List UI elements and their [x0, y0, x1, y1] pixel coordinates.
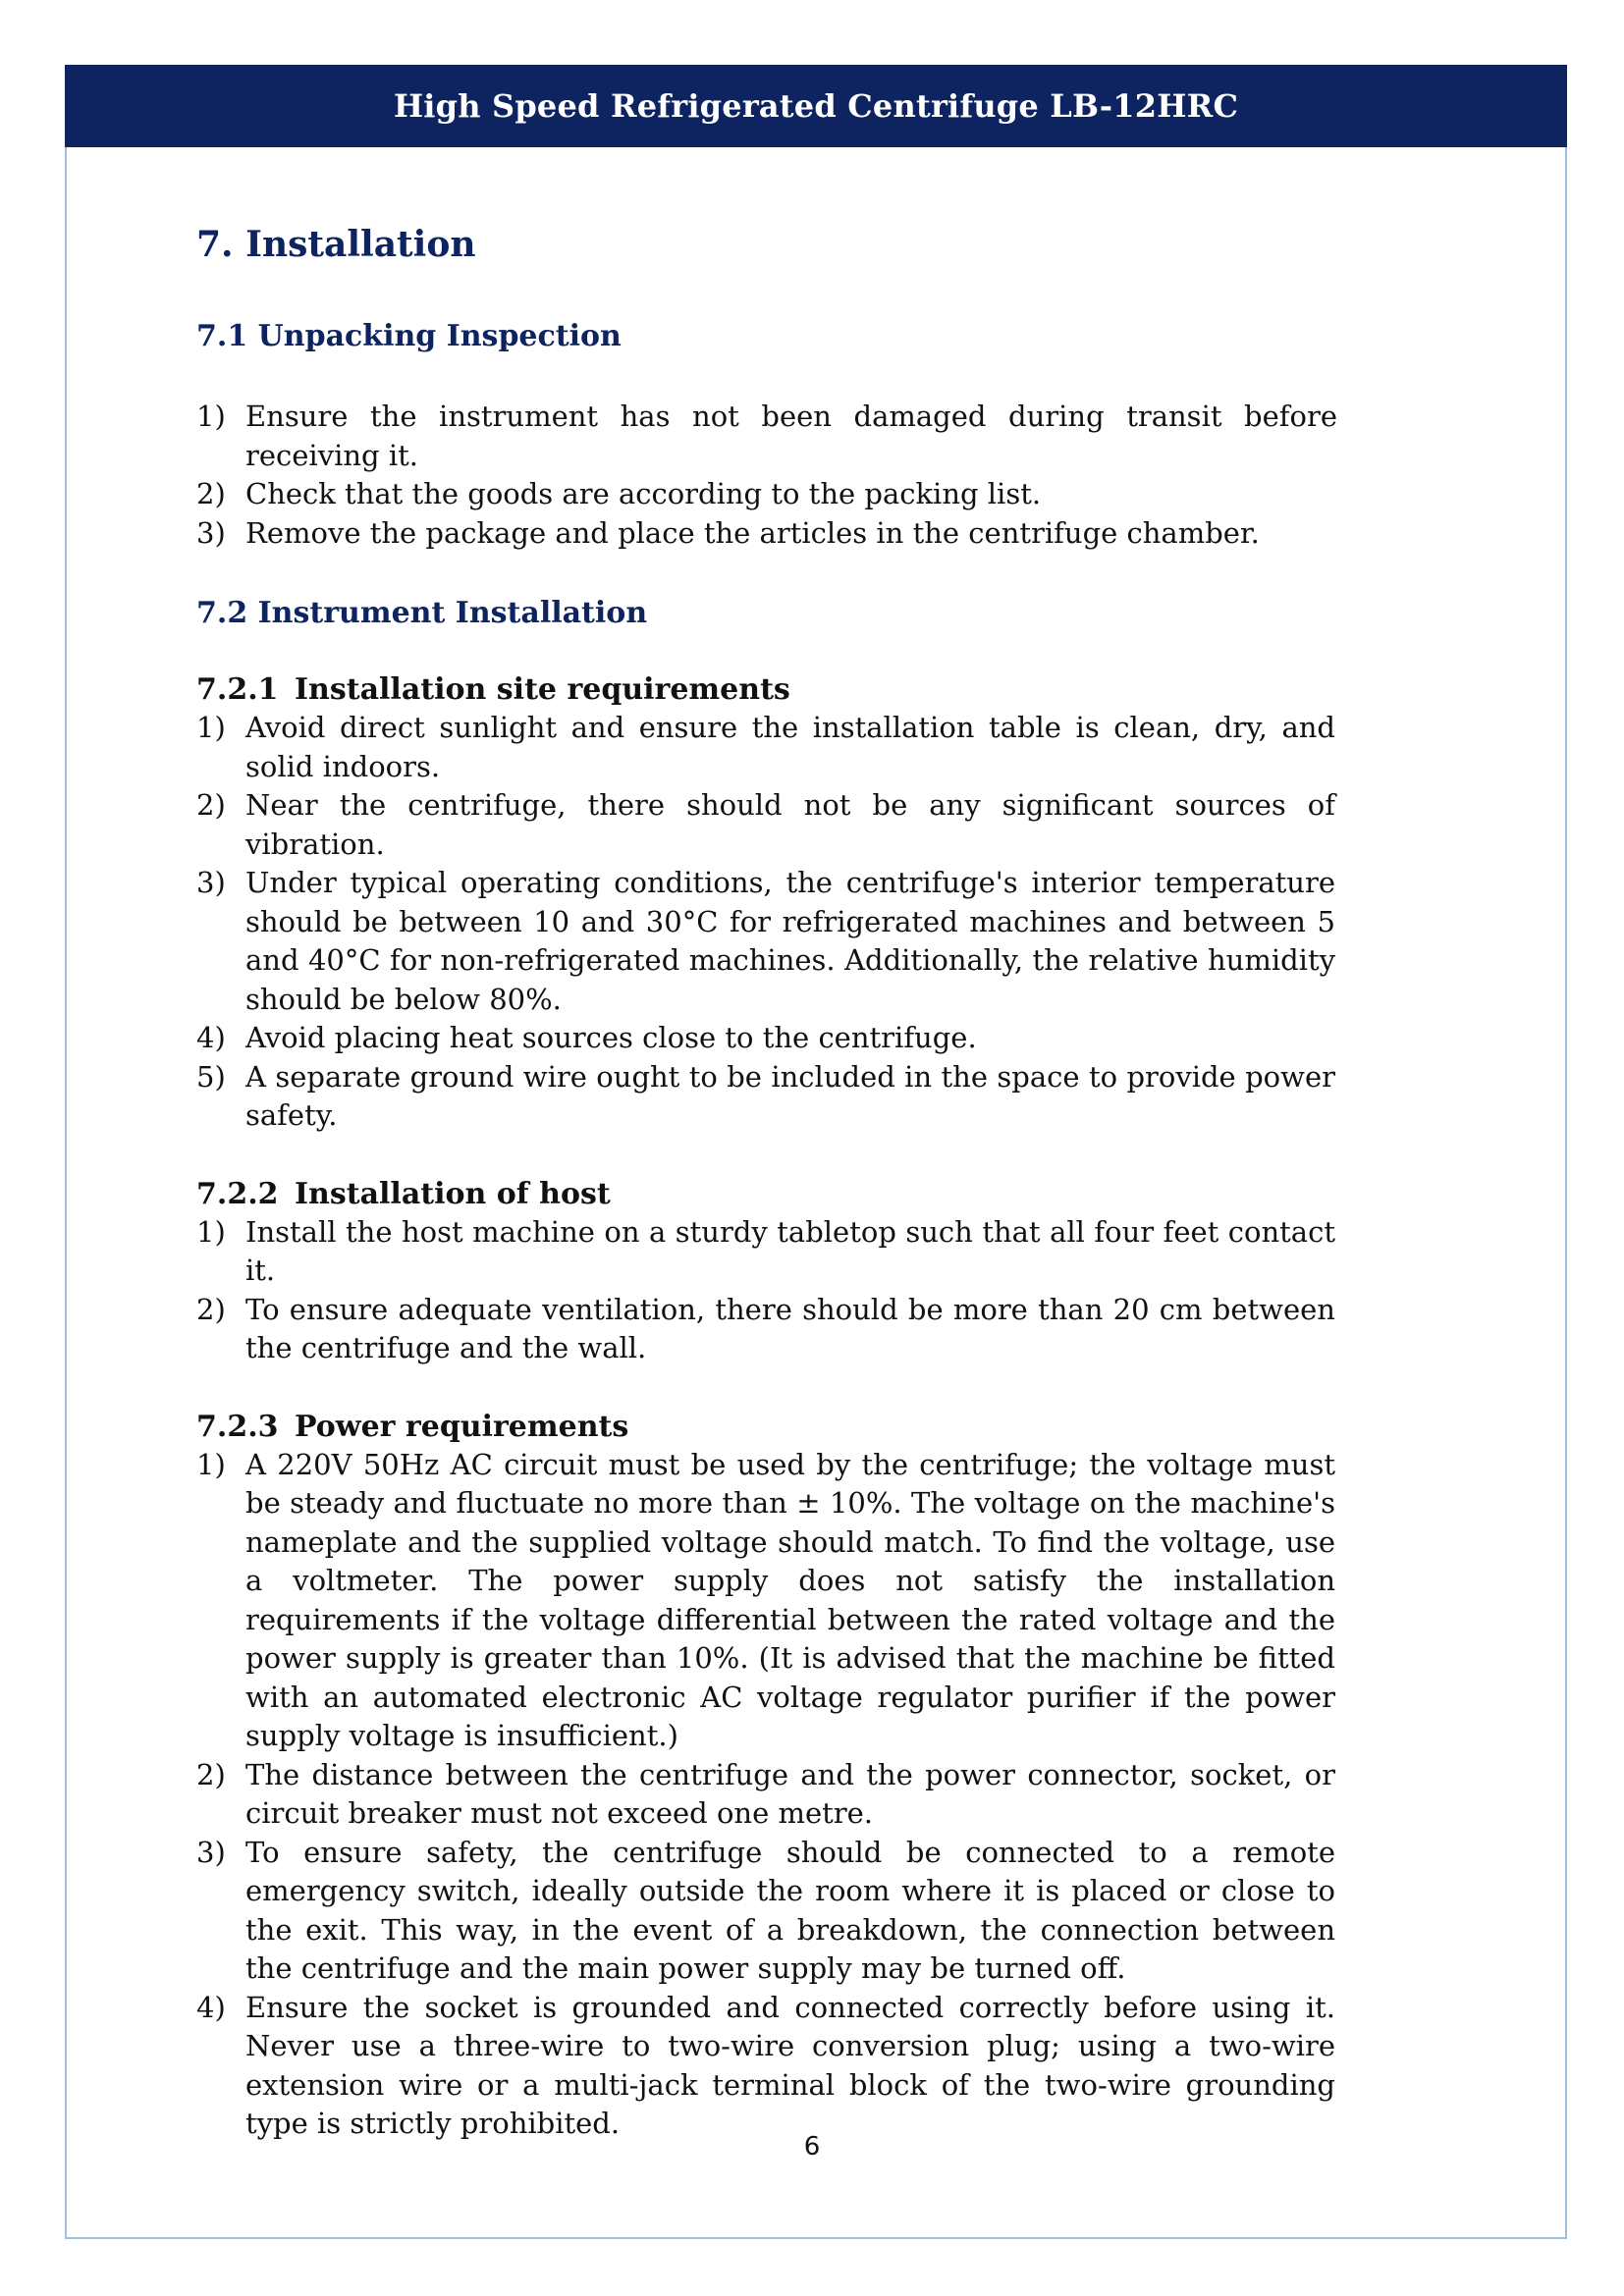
list-text: Avoid direct sunlight and ensure the installation table is clean, dry, and solid indoors. [245, 711, 1335, 783]
list-item [196, 1019, 1335, 1058]
list-text: Install the host machine on a sturdy tabletop such that all four feet contact it. [245, 1214, 1335, 1288]
list-marker: 5) [196, 1059, 226, 1094]
list-item [196, 1756, 1335, 1834]
host-installation-list [196, 1213, 1335, 1368]
unpacking-list [196, 398, 1337, 553]
list-marker: 2) [196, 788, 226, 823]
list-marker: 1) [196, 1447, 226, 1481]
list-text: A 220V 50Hz AC circuit must be used by the centrifuge; the voltage must be steady and fluctuate no more than ± 10%. The voltage on the machine's nameplate and the supplied voltage should match. To find the voltage, use a voltmeter. The power supply does not satisfy the installation requirements if the voltage differential between the rated voltage and the power supply is greater than 10%. (It is advised that the machine be fitted with an automated electronic AC voltage regulator purifier if the power supply voltage is insufficient.) [245, 1447, 1335, 1753]
list-item [196, 398, 1337, 475]
list-marker: 3) [196, 1835, 226, 1869]
list-text: To ensure adequate ventilation, there should be more than 20 cm between the centrifuge and the wall. [245, 1292, 1335, 1365]
list-item [196, 1291, 1335, 1368]
list-item [196, 1213, 1335, 1291]
subsubsection-number: 7.2.1 [196, 672, 279, 708]
subsubsection-title-power [196, 1408, 1434, 1446]
list-text: Check that the goods are according to the packing list. [245, 477, 1042, 511]
list-marker: 4) [196, 1990, 226, 2024]
list-item [196, 786, 1335, 864]
header-title: High Speed Refrigerated Centrifuge LB-12HRC [393, 87, 1239, 125]
page-number: 6 [803, 2132, 821, 2162]
list-item [196, 1834, 1335, 1989]
subsubsection-number: 7.2.2 [196, 1176, 279, 1211]
list-text: Under typical operating conditions, the centrifuge's interior temperature should be between 10 and 30°C for refrigerated machines and between 5 and 40°C for non-refrigerated machines. Additionally, the relative humidity should be below 80%. [245, 866, 1335, 1016]
subsubsection-label: Installation site requirements [295, 672, 790, 708]
list-text: A separate ground wire ought to be included in the space to provide power safety. [245, 1059, 1335, 1133]
list-text: To ensure safety, the centrifuge should be connected to a remote emergency switch, ideally outside the room where it is placed or close to the exit. This way, in the event of a breakdown, the connection between the centrifuge and the main power supply may be turned off. [245, 1835, 1335, 1986]
list-marker: 2) [196, 1292, 226, 1326]
site-requirements-list [196, 709, 1335, 1136]
list-text: Remove the package and place the articles in the centrifuge chamber. [245, 515, 1260, 550]
list-marker: 2) [196, 477, 226, 511]
list-item [196, 514, 1337, 554]
subsection-title-instrument-installation: 7.2 Instrument Installation [196, 596, 648, 631]
list-text: Ensure the socket is grounded and connected correctly before using it. Never use a three-wire to two-wire conversion plug; using a two-wire extension wire or a multi-jack terminal block of the two-wire grounding type is strictly prohibited. [245, 1990, 1335, 2141]
document-header [65, 65, 1567, 147]
subsubsection-title-host [196, 1175, 1434, 1213]
section-title: 7. Installation [196, 224, 476, 265]
list-text: Avoid placing heat sources close to the centrifuge. [245, 1021, 977, 1055]
list-marker: 3) [196, 866, 226, 900]
list-item [196, 475, 1337, 514]
subsection-title-unpacking: 7.1 Unpacking Inspection [196, 319, 622, 354]
page-content [196, 224, 1434, 2144]
list-text: Near the centrifuge, there should not be any significant sources of vibration. [245, 788, 1335, 861]
list-marker: 1) [196, 1214, 226, 1249]
power-requirements-list [196, 1446, 1335, 2144]
subsubsection-label: Installation of host [295, 1176, 611, 1211]
list-item [196, 1446, 1335, 1756]
list-marker: 2) [196, 1757, 226, 1791]
list-marker: 3) [196, 515, 226, 550]
list-item [196, 1989, 1335, 2144]
list-item [196, 864, 1335, 1019]
list-marker: 1) [196, 711, 226, 745]
list-item [196, 1058, 1335, 1136]
list-text: Ensure the instrument has not been damaged during transit before receiving it. [245, 400, 1337, 472]
subsubsection-label: Power requirements [295, 1409, 629, 1444]
list-marker: 1) [196, 400, 226, 434]
list-marker: 4) [196, 1021, 226, 1055]
list-text: The distance between the centrifuge and the power connector, socket, or circuit breaker must not exceed one metre. [245, 1757, 1335, 1831]
subsubsection-number: 7.2.3 [196, 1409, 279, 1444]
subsubsection-title-site [196, 670, 1434, 709]
list-item [196, 709, 1335, 786]
